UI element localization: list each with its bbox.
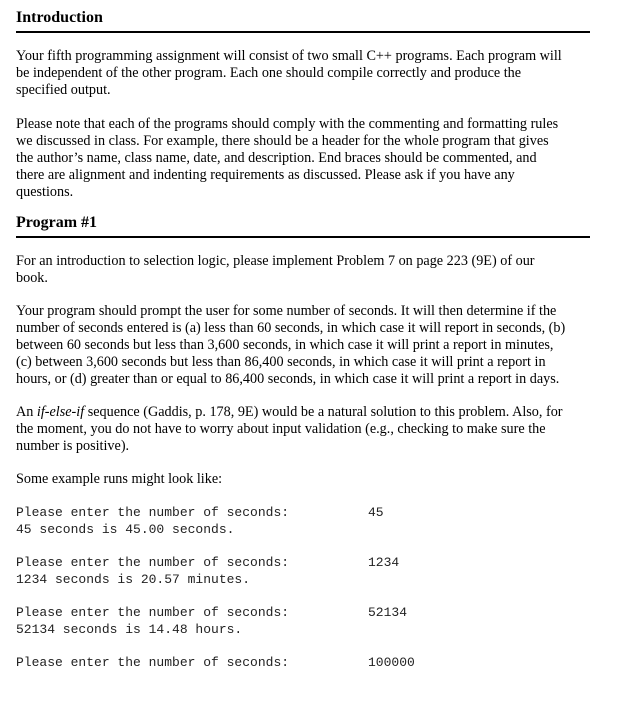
text-line: there are alignment and indenting requirements as discussed. Please ask if you have any bbox=[16, 167, 515, 183]
text: sequence (Gaddis, p. 178, 9E) would be a natural solution to this problem. Also, for bbox=[84, 404, 563, 420]
program1-paragraph-3 bbox=[16, 404, 590, 455]
examples-intro: Some example runs might look like: bbox=[16, 471, 223, 487]
text-line: we discussed in class. For example, there should be a header for the whole program that gives bbox=[16, 133, 549, 149]
text-line: the author’s name, class name, date, and description. End braces should be commented, and bbox=[16, 150, 537, 166]
heading-introduction: Introduction bbox=[16, 8, 590, 33]
text-line bbox=[16, 404, 590, 421]
example-runs bbox=[16, 504, 590, 671]
text-line: specified output. bbox=[16, 82, 111, 98]
text-line: the moment, you do not have to worry about input validation (e.g., checking to make sure the bbox=[16, 421, 546, 437]
text-line: Please note that each of the programs should comply with the commenting and formatting rules bbox=[16, 116, 559, 132]
heading-program-1: Program #1 bbox=[16, 213, 590, 238]
example-run bbox=[16, 554, 590, 588]
run-input: 52134 bbox=[368, 605, 408, 620]
intro-paragraph-2 bbox=[16, 116, 590, 201]
text-line: between 60 seconds but less than 3,600 seconds, in which case it will print a report in minutes, bbox=[16, 337, 554, 353]
text-line: number of seconds entered is (a) less than 60 seconds, in which case it will report in seconds, (b) bbox=[16, 320, 566, 336]
text-line: book. bbox=[16, 270, 48, 286]
text-line: Your program should prompt the user for some number of seconds. It will then determine if the bbox=[16, 303, 557, 319]
run-input: 45 bbox=[368, 505, 384, 520]
text-line: hours, or (d) greater than or equal to 86,400 seconds, in which case it will print a report in days. bbox=[16, 371, 560, 387]
text-line: For an introduction to selection logic, please implement Problem 7 on page 223 (9E) of our bbox=[16, 253, 535, 269]
text-line: (c) between 3,600 seconds but less than 86,400 seconds, in which case it will print a report in bbox=[16, 354, 546, 370]
program1-paragraph-1 bbox=[16, 253, 590, 287]
program1-paragraph-2 bbox=[16, 303, 590, 388]
text-line: questions. bbox=[16, 184, 74, 200]
run-prompt: Please enter the number of seconds: bbox=[16, 555, 290, 570]
run-input: 1234 bbox=[368, 555, 400, 570]
text-line: number is positive). bbox=[16, 438, 130, 454]
example-run bbox=[16, 504, 590, 538]
example-run bbox=[16, 604, 590, 638]
example-run bbox=[16, 654, 590, 671]
intro-paragraph-1 bbox=[16, 48, 590, 99]
text-line: Your fifth programming assignment will consist of two small C++ programs. Each program will bbox=[16, 48, 562, 64]
document bbox=[16, 8, 590, 671]
run-output: 52134 seconds is 14.48 hours. bbox=[16, 622, 243, 637]
run-input: 100000 bbox=[368, 655, 415, 670]
text: An bbox=[16, 404, 37, 420]
run-output: 1234 seconds is 20.57 minutes. bbox=[16, 572, 251, 587]
run-prompt: Please enter the number of seconds: bbox=[16, 655, 290, 670]
run-output: 45 seconds is 45.00 seconds. bbox=[16, 522, 235, 537]
italic-term: if-else-if bbox=[36, 404, 85, 420]
text-line: be independent of the other program. Each one should compile correctly and produce the bbox=[16, 65, 522, 81]
run-prompt: Please enter the number of seconds: bbox=[16, 505, 290, 520]
run-prompt: Please enter the number of seconds: bbox=[16, 605, 290, 620]
